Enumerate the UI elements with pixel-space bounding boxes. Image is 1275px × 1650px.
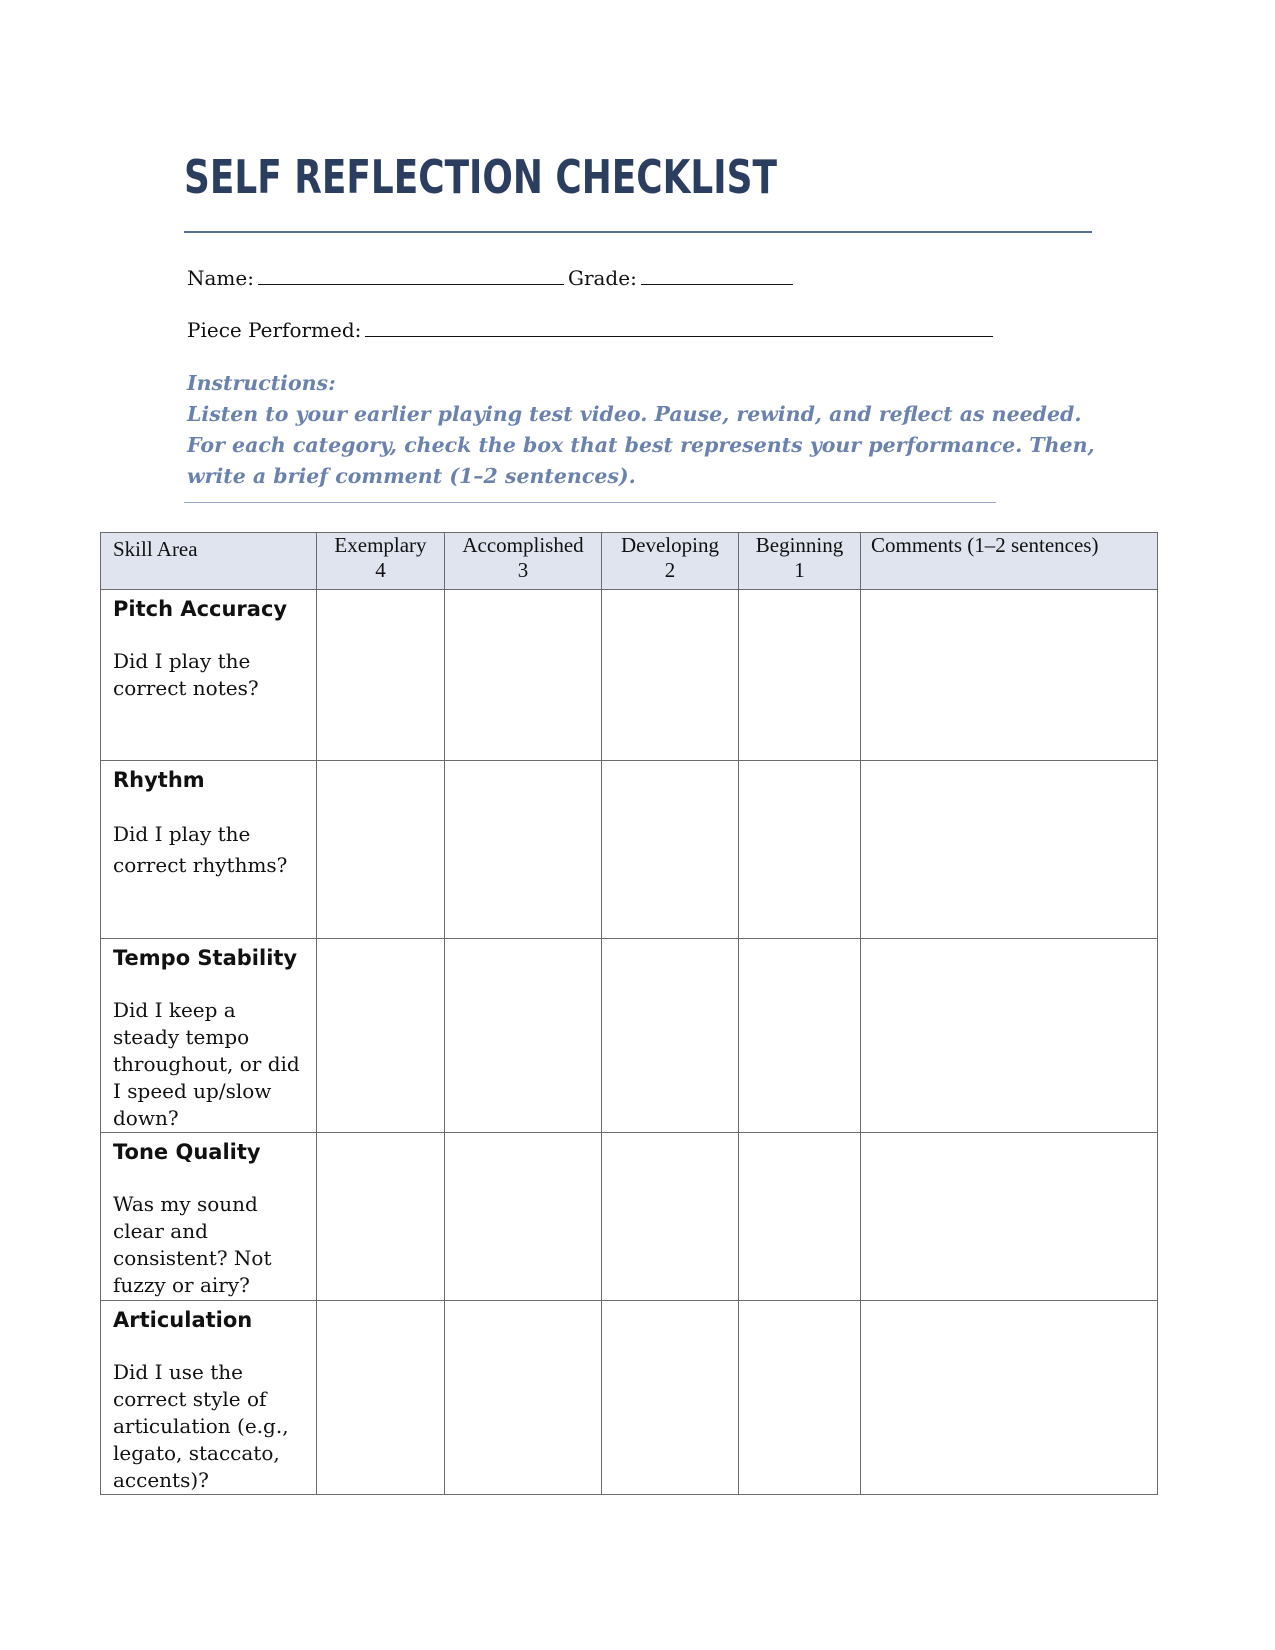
piece-label: Piece Performed:: [187, 318, 362, 342]
checkbox-cell-beginning[interactable]: [739, 1301, 861, 1495]
skill-cell: [101, 1301, 317, 1495]
name-grade-line: [187, 266, 797, 290]
skill-title: Pitch Accuracy: [113, 597, 288, 621]
comments-cell[interactable]: [861, 939, 1158, 1133]
skill-question: Was my sound clear and consistent? Not fuzzy or airy?: [113, 1192, 272, 1297]
checkbox-cell-beginning[interactable]: [739, 1133, 861, 1301]
skill-cell: [101, 939, 317, 1133]
rubric-table: [100, 532, 1158, 1495]
checkbox-cell-accomplished[interactable]: [445, 1133, 602, 1301]
instructions-line: write a brief comment (1–2 sentences).: [187, 464, 636, 488]
header-level-score: 3: [517, 558, 529, 582]
header-level-score: 2: [664, 558, 676, 582]
checkbox-cell-exemplary[interactable]: [317, 1301, 445, 1495]
skill-title: Tone Quality: [113, 1140, 261, 1164]
instructions-divider: [184, 502, 996, 503]
header-row: [101, 533, 1158, 590]
skill-title: Tempo Stability: [113, 946, 298, 970]
checkbox-cell-accomplished[interactable]: [445, 761, 602, 939]
skill-question: Did I play the correct rhythms?: [113, 822, 288, 877]
checkbox-cell-developing[interactable]: [602, 1133, 739, 1301]
header-level-score: 4: [375, 558, 386, 582]
checkbox-cell-developing[interactable]: [602, 590, 739, 761]
skill-title: Articulation: [113, 1308, 253, 1332]
header-developing: [602, 533, 739, 590]
title-divider: [184, 231, 1092, 233]
table-row: [101, 939, 1158, 1133]
header-level-label: Developing: [621, 533, 719, 557]
header-level-label: Accomplished: [462, 533, 584, 557]
instructions-line: For each category, check the box that best represents your performance. Then,: [187, 433, 1095, 457]
comments-cell[interactable]: [861, 590, 1158, 761]
header-skill-area-label: Skill Area: [113, 537, 198, 561]
header-accomplished: [445, 533, 602, 590]
table-row: [101, 1133, 1158, 1301]
checkbox-cell-developing[interactable]: [602, 761, 739, 939]
page-title: SELF REFLECTION CHECKLIST: [184, 150, 777, 204]
piece-field[interactable]: [365, 318, 993, 337]
table-row: [101, 761, 1158, 939]
header-level-label: Exemplary: [334, 533, 427, 557]
checkbox-cell-developing[interactable]: [602, 939, 739, 1133]
checkbox-cell-accomplished[interactable]: [445, 590, 602, 761]
table-row: [101, 1301, 1158, 1495]
header-comments-label: Comments (1–2 sentences): [871, 533, 1099, 557]
skill-title: Rhythm: [113, 768, 205, 792]
header-comments: [861, 533, 1158, 590]
checkbox-cell-accomplished[interactable]: [445, 939, 602, 1133]
header-level-score: 1: [794, 558, 805, 582]
checkbox-cell-developing[interactable]: [602, 1301, 739, 1495]
header-exemplary: [317, 533, 445, 590]
comments-cell[interactable]: [861, 761, 1158, 939]
skill-question: Did I play the correct notes?: [113, 649, 259, 700]
instructions-block: [187, 368, 1095, 492]
skill-question: Did I use the correct style of articulation (e.g., legato, staccato, accents)?: [113, 1360, 289, 1492]
checkbox-cell-exemplary[interactable]: [317, 939, 445, 1133]
header-beginning: [739, 533, 861, 590]
header-skill-area: [101, 533, 317, 590]
instructions-heading: Instructions:: [187, 371, 336, 395]
checkbox-cell-exemplary[interactable]: [317, 1133, 445, 1301]
piece-line: [187, 318, 997, 342]
skill-cell: [101, 761, 317, 939]
grade-field[interactable]: [641, 266, 793, 285]
grade-label: Grade:: [567, 266, 637, 290]
checkbox-cell-beginning[interactable]: [739, 590, 861, 761]
comments-cell[interactable]: [861, 1301, 1158, 1495]
skill-cell: [101, 590, 317, 761]
name-field[interactable]: [258, 266, 564, 285]
skill-question: Did I keep a steady tempo throughout, or did I speed up/slow down?: [113, 998, 300, 1130]
checkbox-cell-exemplary[interactable]: [317, 590, 445, 761]
checkbox-cell-accomplished[interactable]: [445, 1301, 602, 1495]
comments-cell[interactable]: [861, 1133, 1158, 1301]
instructions-line: Listen to your earlier playing test video. Pause, rewind, and reflect as needed.: [187, 402, 1082, 426]
skill-cell: [101, 1133, 317, 1301]
name-label: Name:: [187, 266, 254, 290]
header-level-label: Beginning: [755, 533, 844, 557]
checkbox-cell-beginning[interactable]: [739, 761, 861, 939]
checkbox-cell-exemplary[interactable]: [317, 761, 445, 939]
table-row: [101, 590, 1158, 761]
checkbox-cell-beginning[interactable]: [739, 939, 861, 1133]
